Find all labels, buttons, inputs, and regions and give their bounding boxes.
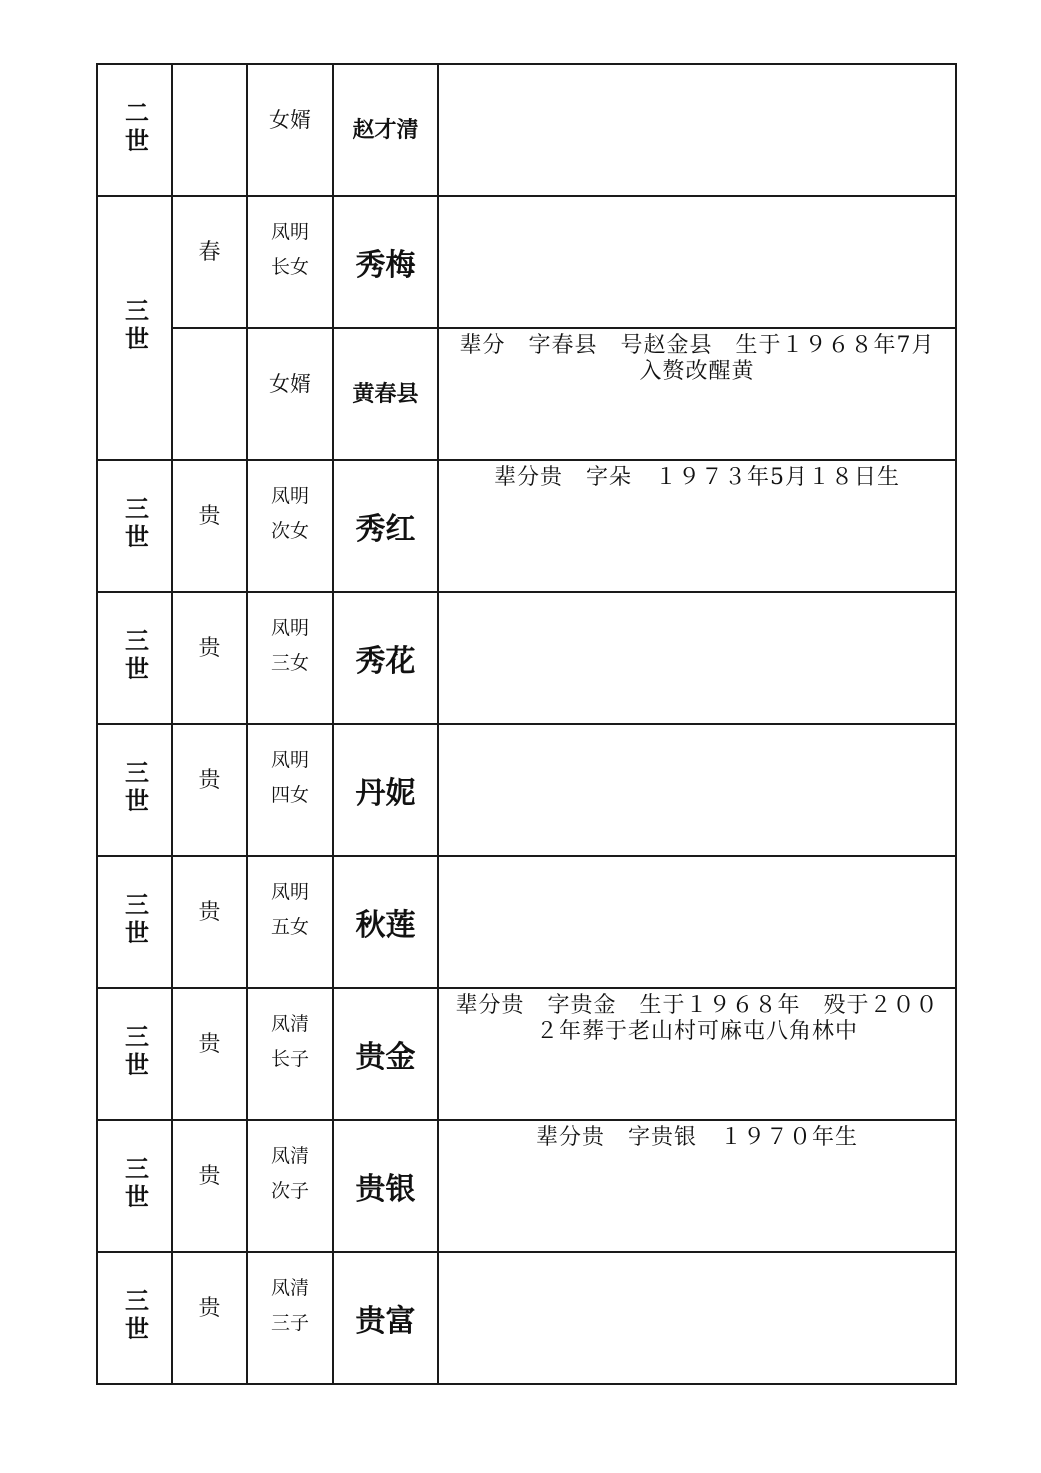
- generation-cell: [97, 64, 172, 196]
- relation-label: 女婿: [269, 371, 311, 396]
- note-cell: [438, 724, 956, 856]
- note-cell: 辈分贵 字贵银 １９７０年生: [438, 1120, 956, 1252]
- beifen-label: 贵: [198, 899, 221, 925]
- table-row: [97, 988, 956, 1120]
- generation-cell: [97, 988, 172, 1120]
- relation-line2: 四女: [270, 784, 309, 806]
- relation-cell: [247, 64, 333, 196]
- relation-label: [271, 875, 309, 945]
- relation-line2: 长子: [270, 1048, 309, 1070]
- table-row: [97, 724, 956, 856]
- beifen-cell: [172, 1252, 247, 1384]
- relation-line2: 次子: [270, 1180, 309, 1202]
- person-name: 秀梅: [355, 248, 416, 283]
- beifen-cell: [172, 64, 247, 196]
- generation-cell: [97, 1120, 172, 1252]
- person-name: 赵才清: [352, 116, 419, 143]
- beifen-cell: [172, 196, 247, 328]
- beifen-cell: [172, 856, 247, 988]
- relation-line1: 凤清: [270, 1013, 309, 1035]
- person-name: 秀红: [355, 512, 416, 547]
- relation-label: [271, 1139, 309, 1209]
- relation-cell: [247, 724, 333, 856]
- relation-cell: [247, 1252, 333, 1384]
- name-cell: [333, 460, 438, 592]
- name-cell: [333, 328, 438, 460]
- note-cell: [438, 1252, 956, 1384]
- generation-cell: [97, 592, 172, 724]
- generation-cell: [97, 196, 172, 460]
- relation-label: [271, 215, 309, 285]
- person-name: 贵银: [355, 1172, 416, 1207]
- note-cell: [438, 856, 956, 988]
- table-row: [97, 460, 956, 592]
- relation-line1: 凤明: [270, 221, 309, 243]
- beifen-label: 贵: [198, 767, 221, 793]
- relation-label: [271, 743, 309, 813]
- beifen-label: 贵: [198, 503, 221, 529]
- generation-cell: [97, 724, 172, 856]
- relation-label: 女婿: [269, 107, 311, 132]
- relation-cell: [247, 328, 333, 460]
- generation-label: 三世: [120, 760, 150, 816]
- relation-cell: [247, 1120, 333, 1252]
- generation-cell: [97, 1252, 172, 1384]
- name-cell: [333, 592, 438, 724]
- generation-label: 三世: [120, 628, 150, 684]
- beifen-cell: [172, 328, 247, 460]
- generation-label: 三世: [120, 1288, 150, 1344]
- relation-line1: 凤清: [270, 1277, 309, 1299]
- person-name: 秋莲: [355, 908, 416, 943]
- relation-cell: [247, 592, 333, 724]
- note-cell: 辈分贵 字贵金 生于１９６８年 殁于２００２年葬于老山村可麻屯八角林中: [438, 988, 956, 1120]
- name-cell: [333, 856, 438, 988]
- beifen-cell: [172, 592, 247, 724]
- generation-label: 三世: [120, 1024, 150, 1080]
- person-name: 丹妮: [355, 776, 416, 811]
- person-name: 秀花: [355, 644, 416, 679]
- note-cell: [438, 196, 956, 328]
- person-name: 贵富: [355, 1304, 416, 1339]
- generation-label: 三世: [120, 892, 150, 948]
- table-row: [97, 196, 956, 328]
- relation-cell: [247, 988, 333, 1120]
- relation-label: [271, 611, 309, 681]
- table-row: [97, 1120, 956, 1252]
- generation-cell: [97, 856, 172, 988]
- relation-line2: 次女: [270, 520, 309, 542]
- generation-label: 三世: [120, 496, 150, 552]
- person-name: 黄春县: [352, 380, 419, 407]
- beifen-label: 春: [198, 239, 221, 265]
- table-row: [97, 328, 956, 460]
- beifen-label: 贵: [198, 635, 221, 661]
- note-cell: [438, 592, 956, 724]
- note-cell: [438, 64, 956, 196]
- name-cell: [333, 1252, 438, 1384]
- relation-label: [271, 479, 309, 549]
- relation-line1: 凤明: [270, 881, 309, 903]
- relation-line2: 五女: [270, 916, 309, 938]
- name-cell: [333, 196, 438, 328]
- relation-line1: 凤明: [270, 485, 309, 507]
- name-cell: [333, 64, 438, 196]
- generation-label: 二世: [120, 100, 150, 156]
- relation-line1: 凤明: [270, 617, 309, 639]
- beifen-label: 贵: [198, 1163, 221, 1189]
- relation-line1: 凤清: [270, 1145, 309, 1167]
- table-row: [97, 1252, 956, 1384]
- table-row: [97, 856, 956, 988]
- note-cell: 辈分贵 字朵 １９７３年5月１８日生: [438, 460, 956, 592]
- table-row: [97, 592, 956, 724]
- beifen-cell: [172, 1120, 247, 1252]
- generation-label: 三世: [120, 1156, 150, 1212]
- table-row: [97, 64, 956, 196]
- relation-label: [271, 1007, 309, 1077]
- note-cell: 辈分 字春县 号赵金县 生于１９６８年7月 入赘改醒黄: [438, 328, 956, 460]
- beifen-cell: [172, 988, 247, 1120]
- relation-cell: [247, 856, 333, 988]
- relation-cell: [247, 460, 333, 592]
- name-cell: [333, 724, 438, 856]
- beifen-label: 贵: [198, 1295, 221, 1321]
- person-name: 贵金: [355, 1040, 416, 1075]
- beifen-label: 贵: [198, 1031, 221, 1057]
- relation-cell: [247, 196, 333, 328]
- genealogy-table: [96, 63, 957, 1385]
- relation-line2: 长女: [270, 256, 309, 278]
- relation-line1: 凤明: [270, 749, 309, 771]
- generation-label: 三世: [120, 298, 150, 354]
- name-cell: [333, 1120, 438, 1252]
- relation-line2: 三女: [270, 652, 309, 674]
- name-cell: [333, 988, 438, 1120]
- relation-label: [271, 1271, 309, 1341]
- beifen-cell: [172, 724, 247, 856]
- generation-cell: [97, 460, 172, 592]
- relation-line2: 三子: [270, 1312, 309, 1334]
- beifen-cell: [172, 460, 247, 592]
